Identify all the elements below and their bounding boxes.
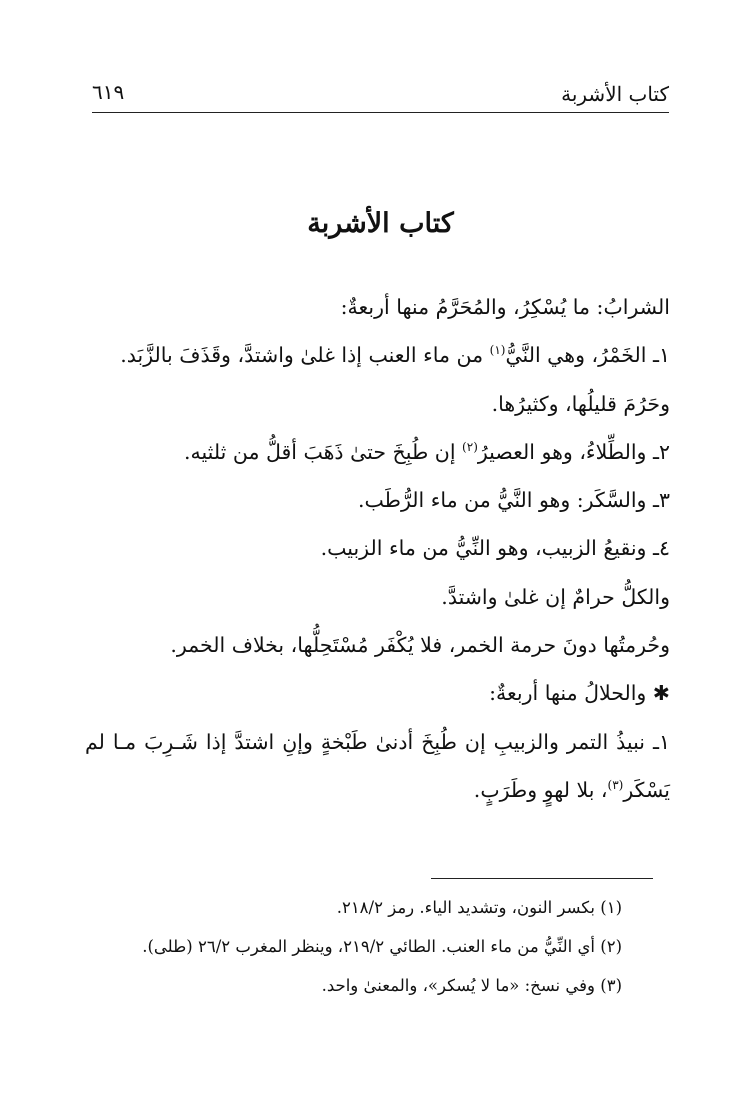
running-header xyxy=(92,76,669,113)
footnotes xyxy=(92,888,622,1005)
footnote: (٢) أي النِّيُّ من ماء العنب. الطائي ٢١٩/٢، وينظر المغرب ٢٦/٢ (طلى). xyxy=(142,937,622,956)
footnote-reference: (٣) xyxy=(607,778,624,793)
footnote: (٣) وفي نسخ: «ما لا يُسكر»، والمعنىٰ واحد. xyxy=(321,976,622,995)
footnote-reference: (٢) xyxy=(462,440,478,455)
paragraph-line: ١ـ نبيذُ التمر والزبيبِ إن طُبِخَ أدنىٰ طَبْخةٍ وإنِ اشتدَّ إذا شَـرِبَ مـا لم xyxy=(85,729,670,754)
paragraph-line: وحَرُمَ قليلُها، وكثيرُها. xyxy=(491,391,670,416)
paragraph-line: ١ـ الخَمْرُ، وهي النَّيُّ$^{(١)}$ من ماء العنب إذا غلىٰ واشتدَّ، وقَذَفَ بالزَّبَد. xyxy=(120,343,670,368)
footnote: (١) بكسر النون، وتشديد الياء. رمز ٢١٨/٢. xyxy=(336,898,622,917)
paragraph-line: الشرابُ: ما يُسْكِرُ، والمُحَرَّمُ منها أربعةٌ: xyxy=(340,295,670,319)
section-heading-line: ✱ والحلالُ منها أربعةٌ: xyxy=(489,681,670,706)
footnote-reference: (١) xyxy=(489,343,506,358)
chapter-title: كتاب الأشربة xyxy=(307,208,454,239)
footnote-separator xyxy=(431,878,653,879)
body-text xyxy=(85,283,670,814)
paragraph-line: ٢ـ والطِّلاءُ، وهو العصيرُ$^{(٢)}$ إن طُبِخَ حتىٰ ذَهَبَ أقلُّ من ثلثيه. xyxy=(183,439,670,464)
paragraph-line: يَسْكَر$^{(٣)}$، بلا لهوٍ وطَرَبٍ. xyxy=(473,777,670,802)
page-number: ٦١٩ xyxy=(92,80,125,104)
paragraph-line: والكلُّ حرامٌ إن غلىٰ واشتدَّ. xyxy=(441,584,670,609)
paragraph-line: ٤ـ ونقيعُ الزبيب، وهو النِّيُّ من ماء الزبيب. xyxy=(320,536,670,561)
running-title: كتاب الأشربة xyxy=(561,82,669,106)
paragraph-line: ٣ـ والسَّكَر: وهو النَّيُّ من ماء الرُّطَب. xyxy=(358,488,670,513)
paragraph-line: وحُرمتُها دونَ حرمة الخمر، فلا يُكْفَر مُسْتَحِلُّها، بخلاف الخمر. xyxy=(170,633,670,658)
